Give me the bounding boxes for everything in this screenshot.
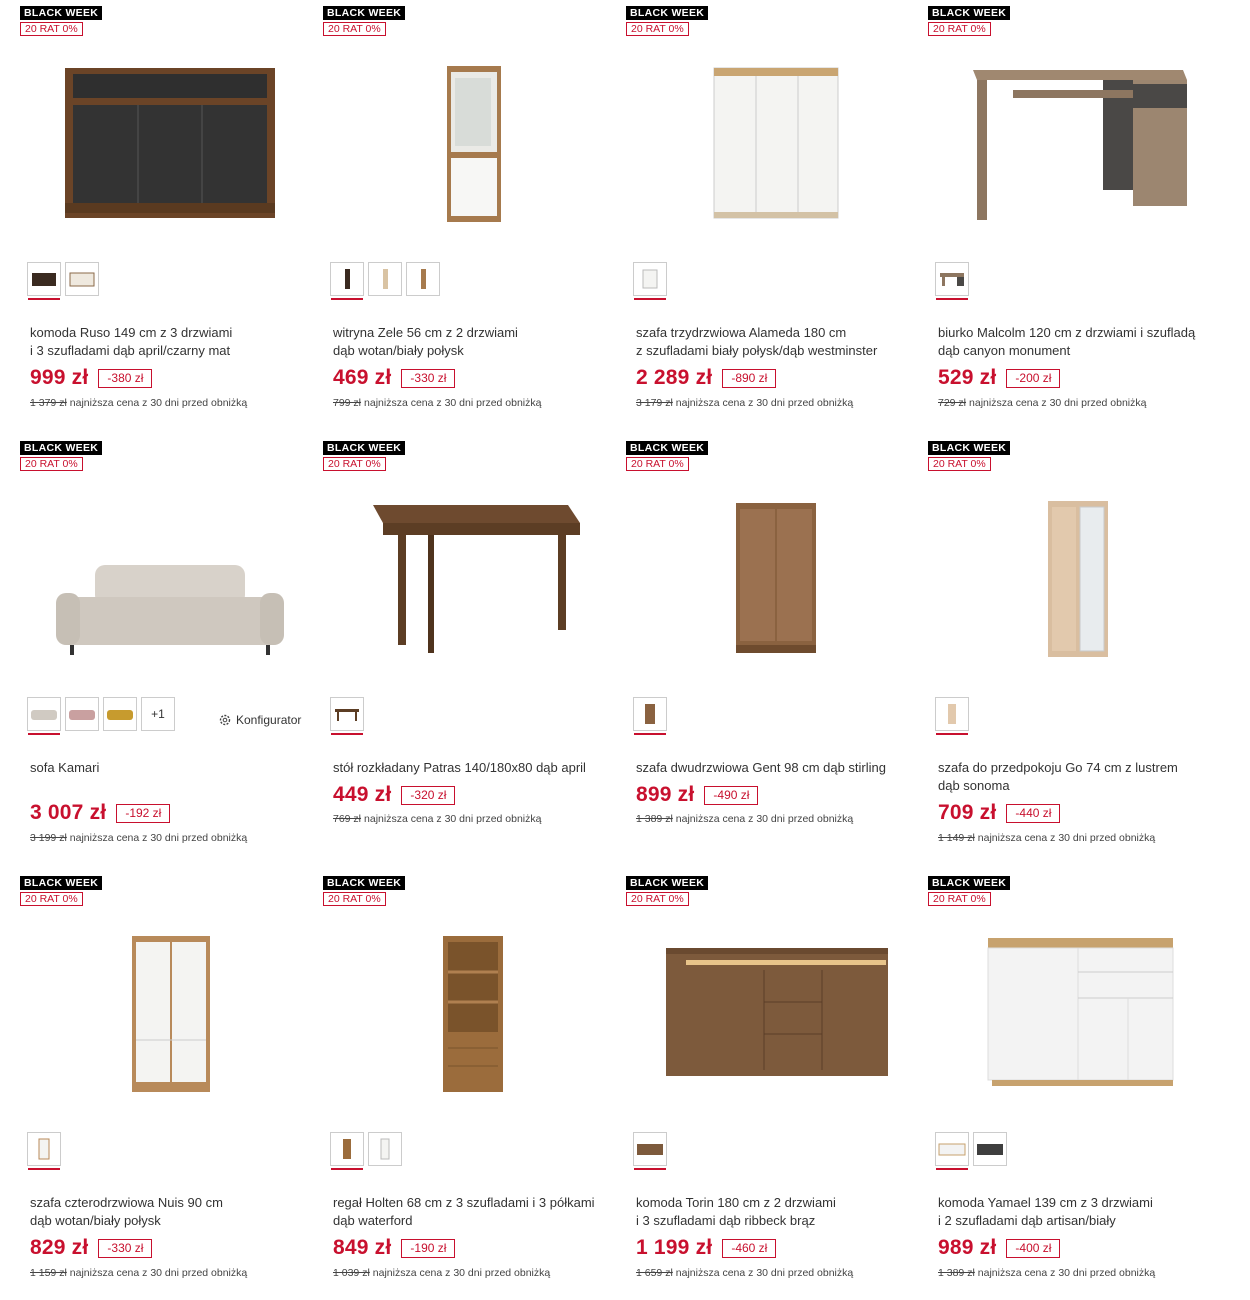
current-price: 989 zł — [938, 1236, 997, 1259]
color-swatch[interactable] — [330, 262, 364, 296]
old-price-note: 1 159 zł najniższa cena z 30 dni przed obniżką — [30, 1267, 248, 1279]
product-card[interactable] — [928, 435, 1228, 865]
color-swatches — [935, 262, 969, 296]
old-price: 1 159 zł — [30, 1267, 67, 1279]
current-price: 3 007 zł — [30, 801, 107, 824]
product-card[interactable] — [626, 0, 926, 430]
color-swatch[interactable] — [27, 697, 61, 731]
price-row — [938, 366, 1060, 390]
old-price: 769 zł — [333, 813, 362, 825]
configurator-link[interactable] — [218, 713, 301, 727]
product-image[interactable] — [323, 485, 623, 665]
color-swatches — [330, 262, 440, 296]
current-price: 849 zł — [333, 1236, 392, 1259]
black-week-badge: BLACK WEEK — [626, 6, 708, 20]
product-image[interactable] — [626, 50, 926, 230]
product-image[interactable] — [323, 50, 623, 230]
color-swatches — [330, 697, 364, 731]
black-week-badge: BLACK WEEK — [928, 441, 1010, 455]
color-swatch[interactable] — [935, 1132, 969, 1166]
black-week-badge: BLACK WEEK — [626, 876, 708, 890]
product-image[interactable] — [626, 485, 926, 665]
product-card[interactable] — [626, 870, 926, 1300]
product-card[interactable] — [20, 870, 320, 1300]
product-card[interactable] — [323, 870, 623, 1300]
old-price-note: 799 zł najniższa cena z 30 dni przed obniżką — [333, 397, 542, 409]
color-swatch[interactable] — [330, 1132, 364, 1166]
price-row — [636, 1236, 776, 1260]
discount-badge: -490 zł — [704, 786, 758, 805]
installments-badge: 20 RAT 0% — [323, 22, 386, 36]
installments-badge: 20 RAT 0% — [626, 892, 689, 906]
product-name[interactable]: komoda Yamael 139 cm z 3 drzwiami i 2 szufladami dąb artisan/biały — [938, 1195, 1153, 1228]
old-price-note: 1 389 zł najniższa cena z 30 dni przed obniżką — [636, 813, 854, 825]
old-price-note: 3 199 zł najniższa cena z 30 dni przed obniżką — [30, 832, 248, 844]
configurator-label: Konfigurator — [236, 713, 302, 727]
old-price: 1 659 zł — [636, 1267, 673, 1279]
price-row — [333, 1236, 455, 1260]
old-price-note: 1 379 zł najniższa cena z 30 dni przed obniżką — [30, 397, 248, 409]
discount-badge: -330 zł — [98, 1239, 152, 1258]
product-card[interactable] — [323, 435, 623, 865]
old-price: 1 039 zł — [333, 1267, 370, 1279]
black-week-badge: BLACK WEEK — [20, 6, 102, 20]
more-swatches-button[interactable]: +1 — [141, 697, 175, 731]
product-card[interactable] — [323, 0, 623, 430]
discount-badge: -400 zł — [1006, 1239, 1060, 1258]
color-swatches — [27, 1132, 61, 1166]
product-card[interactable] — [626, 435, 926, 865]
color-swatches — [633, 1132, 667, 1166]
black-week-badge: BLACK WEEK — [20, 441, 102, 455]
product-image[interactable] — [20, 920, 320, 1100]
color-swatch[interactable] — [633, 262, 667, 296]
old-price-note: 1 389 zł najniższa cena z 30 dni przed obniżką — [938, 1267, 1156, 1279]
product-name[interactable]: regał Holten 68 cm z 3 szufladami i 3 półkami dąb waterford — [333, 1195, 595, 1228]
color-swatch[interactable] — [65, 697, 99, 731]
black-week-badge: BLACK WEEK — [323, 441, 405, 455]
color-swatch[interactable] — [633, 697, 667, 731]
price-row — [636, 366, 776, 390]
old-price-note: 1 659 zł najniższa cena z 30 dni przed obniżką — [636, 1267, 854, 1279]
current-price: 709 zł — [938, 801, 997, 824]
old-price-note: 729 zł najniższa cena z 30 dni przed obniżką — [938, 397, 1147, 409]
product-card[interactable] — [20, 0, 320, 430]
old-price: 1 149 zł — [938, 832, 975, 844]
color-swatch[interactable] — [935, 262, 969, 296]
current-price: 999 zł — [30, 366, 89, 389]
product-name[interactable]: szafa do przedpokoju Go 74 cm z lustrem dąb sonoma — [938, 760, 1178, 793]
product-image[interactable] — [928, 920, 1228, 1100]
color-swatch[interactable] — [65, 262, 99, 296]
color-swatches — [27, 697, 175, 731]
product-image[interactable] — [20, 485, 320, 665]
old-price: 1 389 zł — [636, 813, 673, 825]
product-image[interactable] — [20, 50, 320, 230]
price-row — [636, 783, 758, 807]
color-swatch[interactable] — [330, 697, 364, 731]
installments-badge: 20 RAT 0% — [928, 892, 991, 906]
price-row — [30, 1236, 152, 1260]
color-swatch[interactable] — [103, 697, 137, 731]
product-image[interactable] — [928, 50, 1228, 230]
discount-badge: -440 zł — [1006, 804, 1060, 823]
old-price: 1 389 zł — [938, 1267, 975, 1279]
current-price: 829 zł — [30, 1236, 89, 1259]
color-swatch[interactable] — [406, 262, 440, 296]
installments-badge: 20 RAT 0% — [323, 892, 386, 906]
product-name[interactable]: szafa czterodrzwiowa Nuis 90 cm dąb wotan/biały połysk — [30, 1195, 223, 1228]
installments-badge: 20 RAT 0% — [928, 22, 991, 36]
installments-badge: 20 RAT 0% — [626, 22, 689, 36]
installments-badge: 20 RAT 0% — [323, 457, 386, 471]
discount-badge: -320 zł — [401, 786, 455, 805]
black-week-badge: BLACK WEEK — [928, 6, 1010, 20]
color-swatch[interactable] — [368, 262, 402, 296]
product-name[interactable]: szafa trzydrzwiowa Alameda 180 cm z szufladami biały połysk/dąb westminster — [636, 325, 878, 358]
old-price-note: 769 zł najniższa cena z 30 dni przed obniżką — [333, 813, 542, 825]
price-row — [30, 801, 170, 825]
current-price: 1 199 zł — [636, 1236, 713, 1259]
current-price: 469 zł — [333, 366, 392, 389]
discount-badge: -190 zł — [401, 1239, 455, 1258]
color-swatch[interactable] — [935, 697, 969, 731]
price-row — [333, 783, 455, 807]
old-price-note: 3 179 zł najniższa cena z 30 dni przed obniżką — [636, 397, 854, 409]
installments-badge: 20 RAT 0% — [20, 892, 83, 906]
gear-icon — [218, 713, 232, 727]
price-row — [938, 801, 1060, 825]
installments-badge: 20 RAT 0% — [20, 22, 83, 36]
current-price: 899 zł — [636, 783, 695, 806]
color-swatch[interactable] — [973, 1132, 1007, 1166]
color-swatches — [633, 697, 667, 731]
product-name[interactable]: witryna Zele 56 cm z 2 drzwiami dąb wotan/biały połysk — [333, 325, 518, 358]
old-price-note: 1 039 zł najniższa cena z 30 dni przed obniżką — [333, 1267, 551, 1279]
color-swatches — [633, 262, 667, 296]
black-week-badge: BLACK WEEK — [323, 876, 405, 890]
old-price: 3 179 zł — [636, 397, 673, 409]
black-week-badge: BLACK WEEK — [20, 876, 102, 890]
product-name[interactable]: komoda Torin 180 cm z 2 drzwiami i 3 szufladami dąb ribbeck brąz — [636, 1195, 836, 1228]
product-card[interactable] — [928, 870, 1228, 1300]
color-swatch[interactable] — [633, 1132, 667, 1166]
product-card[interactable] — [928, 0, 1228, 430]
price-row — [938, 1236, 1060, 1260]
installments-badge: 20 RAT 0% — [928, 457, 991, 471]
discount-badge: -330 zł — [401, 369, 455, 388]
black-week-badge: BLACK WEEK — [928, 876, 1010, 890]
product-name[interactable]: stół rozkładany Patras 140/180x80 dąb april — [333, 760, 586, 775]
installments-badge: 20 RAT 0% — [20, 457, 83, 471]
product-image[interactable] — [928, 485, 1228, 665]
old-price: 799 zł — [333, 397, 362, 409]
current-price: 529 zł — [938, 366, 997, 389]
old-price: 729 zł — [938, 397, 967, 409]
price-row — [333, 366, 455, 390]
product-name[interactable]: biurko Malcolm 120 cm z drzwiami i szufladą dąb canyon monument — [938, 325, 1196, 358]
old-price-note: 1 149 zł najniższa cena z 30 dni przed obniżką — [938, 832, 1156, 844]
discount-badge: -200 zł — [1006, 369, 1060, 388]
discount-badge: -460 zł — [722, 1239, 776, 1258]
installments-badge: 20 RAT 0% — [626, 457, 689, 471]
product-name[interactable]: sofa Kamari — [30, 760, 100, 775]
current-price: 2 289 zł — [636, 366, 713, 389]
product-card[interactable] — [20, 435, 320, 865]
price-row — [30, 366, 152, 390]
product-image[interactable] — [323, 920, 623, 1100]
color-swatches — [330, 1132, 402, 1166]
product-image[interactable] — [626, 920, 926, 1100]
old-price: 3 199 zł — [30, 832, 67, 844]
current-price: 449 zł — [333, 783, 392, 806]
black-week-badge: BLACK WEEK — [626, 441, 708, 455]
product-name[interactable]: komoda Ruso 149 cm z 3 drzwiami i 3 szufladami dąb april/czarny mat — [30, 325, 233, 358]
old-price: 1 379 zł — [30, 397, 67, 409]
discount-badge: -890 zł — [722, 369, 776, 388]
color-swatches — [935, 1132, 1007, 1166]
color-swatch[interactable] — [27, 262, 61, 296]
discount-badge: -380 zł — [98, 369, 152, 388]
color-swatches — [27, 262, 99, 296]
black-week-badge: BLACK WEEK — [323, 6, 405, 20]
color-swatches — [935, 697, 969, 731]
color-swatch[interactable] — [27, 1132, 61, 1166]
discount-badge: -192 zł — [116, 804, 170, 823]
product-name[interactable]: szafa dwudrzwiowa Gent 98 cm dąb stirling — [636, 760, 887, 775]
color-swatch[interactable] — [368, 1132, 402, 1166]
